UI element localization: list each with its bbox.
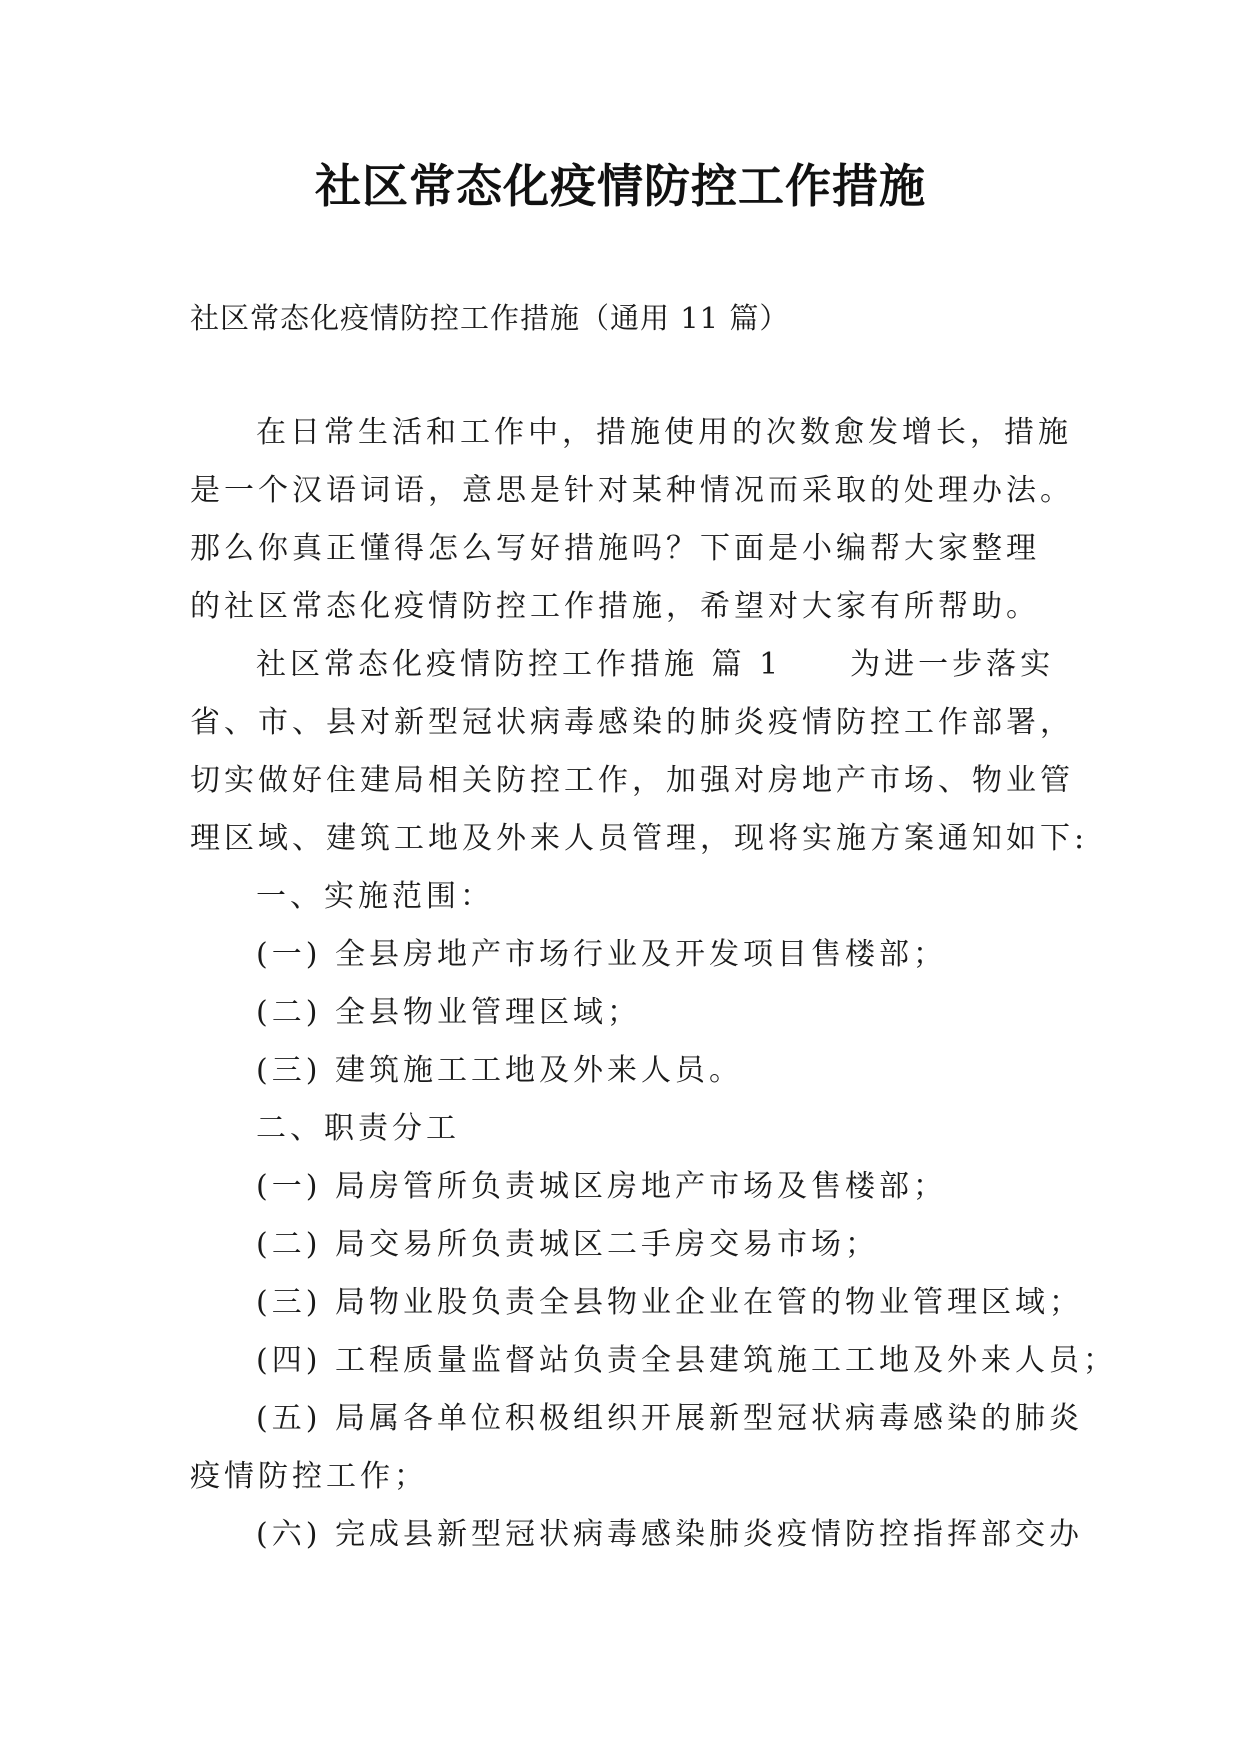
body-line: 理区域、建筑工地及外来人员管理，现将实施方案通知如下: [190, 821, 1089, 856]
body-line: (二) 局交易所负责城区二手房交易市场； [256, 1227, 879, 1262]
body-line: (三) 建筑施工工地及外来人员。 [256, 1053, 743, 1088]
body-line: (一) 局房管所负责城区房地产市场及售楼部； [256, 1169, 947, 1204]
body-line: (六) 完成县新型冠状病毒感染肺炎疫情防控指挥部交办 [256, 1517, 1083, 1552]
body-line: 切实做好住建局相关防控工作，加强对房地产市场、物业管 [190, 763, 1074, 798]
document-subtitle: 社区常态化疫情防控工作措施（通用 11 篇） [190, 301, 790, 335]
body-line: (五) 局属各单位积极组织开展新型冠状病毒感染的肺炎 [256, 1401, 1083, 1436]
body-line: 一、实施范围： [256, 879, 494, 914]
body-line: 省、市、县对新型冠状病毒感染的肺炎疫情防控工作部署， [190, 705, 1074, 740]
body-line: 疫情防控工作； [190, 1459, 428, 1494]
body-line: (二) 全县物业管理区域； [256, 995, 641, 1030]
body-line: 是一个汉语词语，意思是针对某种情况而采取的处理办法。 [190, 473, 1074, 508]
body-line: 二、职责分工 [256, 1111, 460, 1146]
body-line: (四) 工程质量监督站负责全县建筑施工工地及外来人员； [256, 1343, 1117, 1378]
body-line: 那么你真正懂得怎么写好措施吗？下面是小编帮大家整理 [190, 531, 1040, 566]
body-line: 在日常生活和工作中，措施使用的次数愈发增长，措施 [256, 415, 1072, 450]
body-line: 社区常态化疫情防控工作措施 篇 1 为进一步落实 [256, 647, 1055, 682]
body-line: (一) 全县房地产市场行业及开发项目售楼部； [256, 937, 947, 972]
document-title: 社区常态化疫情防控工作措施 [315, 159, 926, 213]
body-line: (三) 局物业股负责全县物业企业在管的物业管理区域； [256, 1285, 1083, 1320]
document-body [190, 404, 1117, 1564]
body-line: 的社区常态化疫情防控工作措施，希望对大家有所帮助。 [190, 589, 1040, 624]
